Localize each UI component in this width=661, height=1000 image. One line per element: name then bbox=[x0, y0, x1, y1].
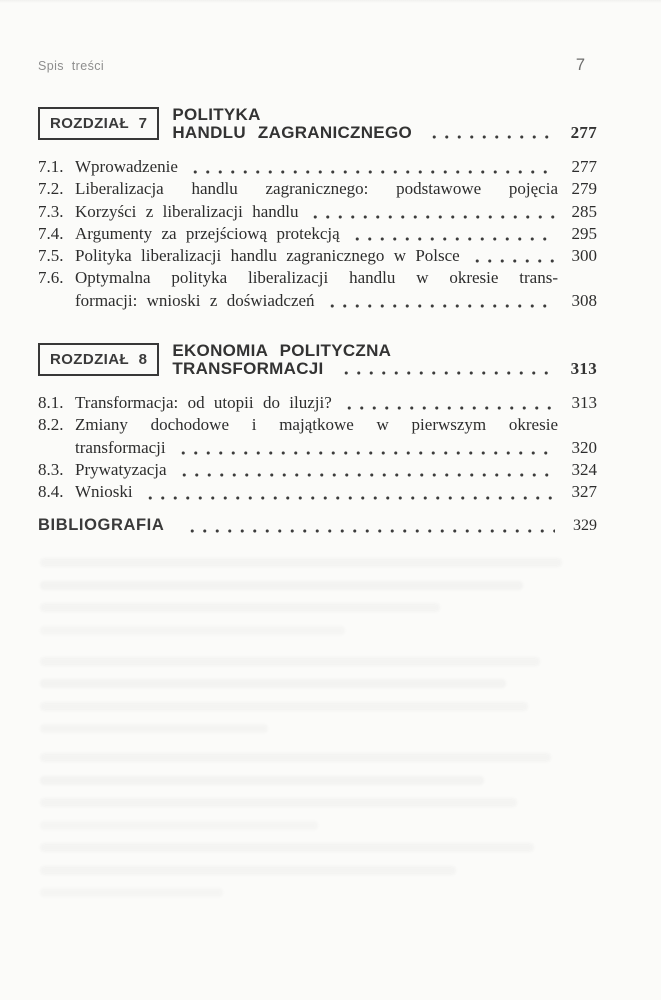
chapter-8-title bbox=[172, 342, 597, 378]
dot-leader bbox=[177, 451, 555, 455]
item-page: 320 bbox=[571, 437, 597, 457]
bibliography-page: 329 bbox=[573, 516, 597, 534]
bleed-through-texture bbox=[40, 558, 595, 928]
item-page: 279 bbox=[571, 179, 597, 199]
bibliography-label: BIBLIOGRAFIA bbox=[38, 515, 165, 534]
item-number: 8.1. bbox=[38, 393, 64, 413]
toc-item-8-4 bbox=[38, 481, 597, 503]
dot-leader bbox=[309, 215, 555, 219]
dot-leader bbox=[144, 496, 555, 500]
item-page: 277 bbox=[571, 157, 597, 176]
item-page: 327 bbox=[571, 482, 597, 502]
item-number: 7.3. bbox=[38, 201, 64, 221]
chapter-7-section bbox=[38, 106, 597, 312]
item-page: 300 bbox=[571, 246, 597, 266]
item-title-line1: Optymalna polityka liberalizacji handlu w okresie trans- bbox=[75, 268, 558, 288]
item-number: 8.3. bbox=[38, 459, 64, 479]
item-title: Polityka liberalizacji handlu zagranicznego w Polsce bbox=[75, 246, 460, 266]
item-title: Wnioski bbox=[75, 482, 133, 502]
toc-item-7-3 bbox=[38, 201, 597, 223]
item-title: Prywatyzacja bbox=[75, 459, 167, 479]
chapter-8-box-label: ROZDZIAŁ 8 bbox=[50, 351, 148, 369]
item-page: 295 bbox=[571, 223, 597, 243]
dot-leader bbox=[343, 406, 555, 410]
item-title-line1: Zmiany dochodowe i majątkowe w pierwszym okresie bbox=[75, 415, 558, 435]
item-title-line2: formacji: wnioski z doświadczeń bbox=[75, 290, 315, 310]
chapter-7-title bbox=[172, 106, 597, 142]
chapter-8-box bbox=[38, 343, 159, 376]
dot-leader bbox=[186, 529, 555, 533]
item-page: 308 bbox=[571, 290, 597, 310]
bleed-line bbox=[40, 843, 534, 852]
item-title: Transformacja: od utopii do iluzji? bbox=[75, 393, 332, 413]
bleed-line bbox=[40, 581, 523, 590]
dot-leader bbox=[471, 259, 555, 263]
dot-leader bbox=[326, 304, 555, 308]
item-number: 7.5. bbox=[38, 246, 64, 266]
chapter-7-title-line2: HANDLU ZAGRANICZNEGO bbox=[172, 123, 412, 142]
item-title: Liberalizacja handlu zagranicznego: podstawowe pojęcia bbox=[75, 179, 558, 199]
toc-item-8-3 bbox=[38, 459, 597, 481]
item-number: 7.6. bbox=[38, 268, 64, 288]
bleed-line bbox=[40, 798, 517, 807]
chapter-7-box-label: ROZDZIAŁ 7 bbox=[50, 115, 148, 132]
toc-item-8-1 bbox=[38, 392, 597, 414]
bleed-line bbox=[40, 603, 440, 612]
running-title: Spis treści bbox=[38, 59, 105, 73]
bleed-line bbox=[40, 866, 456, 875]
bibliography-entry bbox=[38, 514, 597, 537]
dot-leader bbox=[340, 371, 555, 375]
toc-item-7-1 bbox=[38, 156, 597, 178]
toc-item-7-2 bbox=[38, 178, 597, 200]
bleed-line bbox=[40, 679, 506, 688]
toc-item-7-4 bbox=[38, 223, 597, 245]
toc-item-7-6 bbox=[38, 267, 597, 312]
chapter-7-title-line1: POLITYKA bbox=[172, 105, 261, 124]
item-page: 313 bbox=[571, 393, 597, 413]
bleed-line bbox=[40, 753, 551, 762]
chapter-8-page: 313 bbox=[570, 359, 597, 379]
toc-item-8-2 bbox=[38, 414, 597, 459]
chapter-7-box bbox=[38, 107, 159, 140]
dot-leader bbox=[189, 170, 555, 174]
item-page: 324 bbox=[571, 459, 597, 479]
bleed-line bbox=[40, 888, 223, 897]
chapter-7-items bbox=[38, 156, 597, 312]
item-title: Wprowadzenie bbox=[75, 157, 178, 176]
dot-leader bbox=[428, 135, 555, 139]
item-title: Argumenty za przejściową protekcją bbox=[75, 223, 340, 243]
item-number: 7.2. bbox=[38, 179, 64, 199]
bleed-line bbox=[40, 821, 318, 830]
chapter-7-page: 277 bbox=[570, 123, 597, 142]
bleed-line bbox=[40, 776, 484, 785]
bleed-line bbox=[40, 657, 540, 666]
dot-leader bbox=[178, 473, 555, 477]
item-title: Korzyści z liberalizacji handlu bbox=[75, 201, 299, 221]
page-number: 7 bbox=[575, 56, 585, 74]
toc-item-7-5 bbox=[38, 245, 597, 267]
chapter-8-title-line2: TRANSFORMACJI bbox=[172, 359, 324, 379]
bleed-line bbox=[40, 702, 528, 711]
chapter-8-items bbox=[38, 392, 597, 503]
chapter-8-section bbox=[38, 342, 597, 503]
bleed-line bbox=[40, 626, 345, 635]
chapter-8-heading bbox=[38, 342, 597, 378]
running-head bbox=[38, 56, 597, 75]
dot-leader bbox=[351, 237, 555, 241]
item-number: 8.2. bbox=[38, 415, 64, 435]
item-page: 285 bbox=[571, 201, 597, 221]
item-title-line2: transformacji bbox=[75, 437, 166, 457]
bleed-line bbox=[40, 724, 268, 733]
item-number: 7.4. bbox=[38, 223, 64, 243]
item-number: 7.1. bbox=[38, 157, 64, 176]
chapter-8-title-line1: EKONOMIA POLITYCZNA bbox=[172, 341, 392, 361]
chapter-7-heading bbox=[38, 106, 597, 142]
item-number: 8.4. bbox=[38, 482, 64, 502]
bleed-line bbox=[40, 558, 562, 567]
